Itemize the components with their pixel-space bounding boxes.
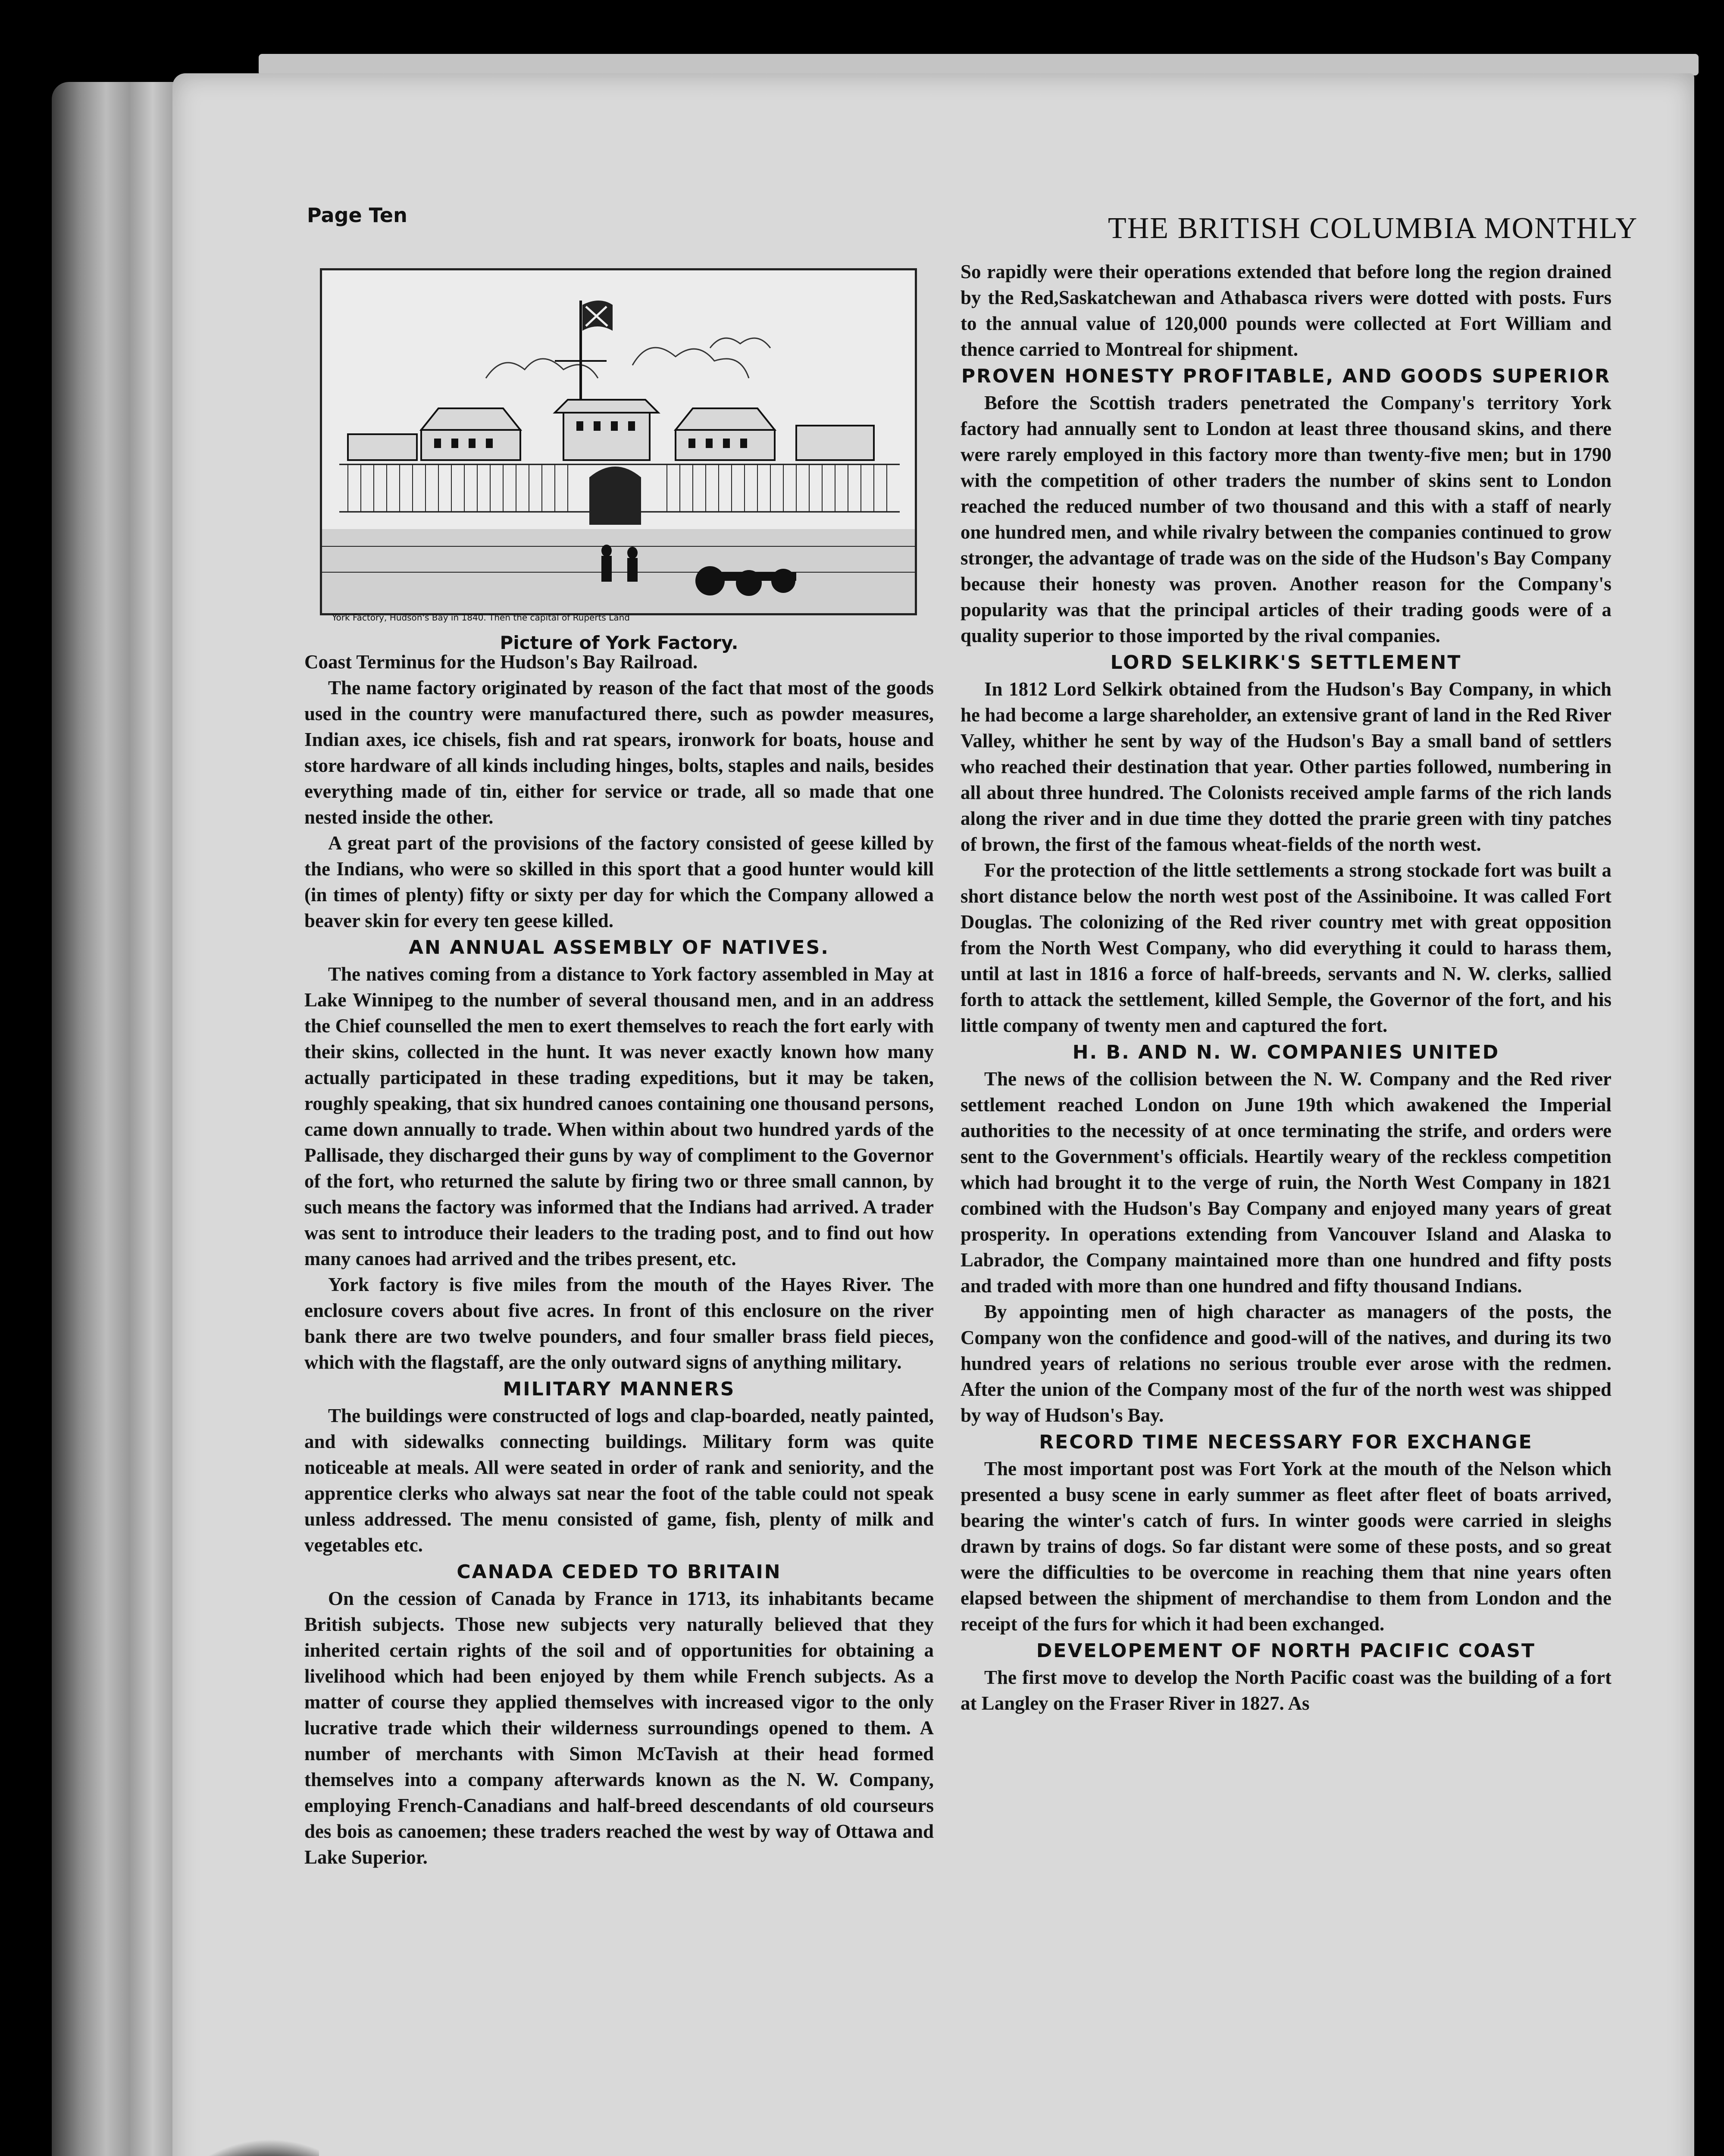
publication-title: THE BRITISH COLUMBIA MONTHLY bbox=[1108, 212, 1638, 245]
section-heading: DEVELOPEMENT OF NORTH PACIFIC COAST bbox=[1036, 1640, 1536, 1662]
section-heading: RECORD TIME NECESSARY FOR EXCHANGE bbox=[1039, 1431, 1533, 1453]
paragraph: A great part of the provisions of the factory consisted of geese killed by the Indians, who were so skilled in this sport that a good hunter would kill (in times of plenty) fifty or sixty per day for which the Company allowed a beaver skin for every ten geese killed. bbox=[304, 832, 934, 931]
section-heading: CANADA CEDED TO BRITAIN bbox=[457, 1561, 782, 1583]
top-page-edge bbox=[259, 54, 1699, 75]
paragraph: The news of the collision between the N. W. Company and the Red river settlement reached London on June 19th which awakened the Imperial authorities to the necessity of at once terminating the strife, and orders were sent to the Government's officials. Heartily weary of the reckless competition which had brought it to the verge of ruin, the North West Company in 1821 combined with the Hudson's Bay Company and enjoyed many years of great prosperity. In operations extending from Vancouver Island and Alaska to Labrador, the Company maintained more than one hundred and fifty posts and traded with more than one hundred and fifty thousand Indians. bbox=[961, 1068, 1611, 1297]
left-column bbox=[304, 649, 934, 1870]
section-heading: LORD SELKIRK'S SETTLEMENT bbox=[1110, 652, 1462, 674]
illustration-caption: York Factory, Hudson's Bay in 1840. Then the capital of Ruperts Land bbox=[332, 612, 630, 623]
right-column bbox=[961, 259, 1611, 1716]
paragraph: The first move to develop the North Pacific coast was the building of a fort at Langley on the Fraser River in 1827. As bbox=[961, 1667, 1611, 1714]
york-factory-illustration bbox=[322, 270, 915, 613]
paragraph: In 1812 Lord Selkirk obtained from the Hudson's Bay Company, in which he had become a large shareholder, an extensive grant of land in the Red River Valley, whither he sent by way of the Hudson's Bay a small band of settlers who reached their destination that year. Other parties followed, numbering in all about three hundred. The Colonists received ample farms of the rich lands along the river and in due time they dotted the prarie green with tiny patches of brown, the first of the famous wheat-fields of the north west. bbox=[961, 678, 1611, 855]
section-heading: H. B. AND N. W. COMPANIES UNITED bbox=[1072, 1041, 1500, 1063]
paragraph: The buildings were constructed of logs and clap-boarded, neatly painted, and with sidewalks connecting buildings. Military form was quite noticeable at meals. All were seated in order of rank and seniority, and the apprentice clerks who always sat near the foot of the table could not speak unless addressed. The menu consisted of game, fish, plenty of milk and vegetables etc. bbox=[304, 1405, 934, 1556]
paragraph: For the protection of the little settlements a strong stockade fort was built a short distance below the north west post of the Assiniboine. It was called Fort Douglas. The colonizing of the Red river country met with great opposition from the North West Company, who did everything it could to harass them, until at last in 1816 a force of half-breeds, servants and N. W. clerks, sallied forth to attack the settlement, killed Semple, the Governor of the fort, and his little company of twenty men and captured the fort. bbox=[961, 859, 1611, 1036]
page-number-label: Page Ten bbox=[307, 204, 407, 227]
thumb-shadow bbox=[155, 2134, 319, 2156]
paragraph: On the cession of Canada by France in 1713, its inhabitants became British subjects. Those new subjects very naturally believed that they inherited certain rights of the soil and of opportunities for obtaining a livelihood which had been enjoyed by them while French subjects. As a matter of course they applied themselves with increased vigor to the only lucrative trade which their wilderness surroundings opened to them. A number of merchants with Simon McTavish at their head formed themselves into a company afterwards known as the N. W. Company, employing French-Canadians and half-breed descendants of old courseurs des bois as canoemen; these traders reached the west by way of Ottawa and Lake Superior. bbox=[304, 1588, 934, 1868]
paragraph: York factory is five miles from the mouth of the Hayes River. The enclosure covers about five acres. In front of this enclosure on the river bank there are two twelve pounders, and four smaller brass field pieces, which with the flagstaff, are the only outward signs of anything military. bbox=[304, 1274, 934, 1373]
paragraph: So rapidly were their operations extended that before long the region drained by the Red,Saskatchewan and Athabasca rivers were dotted with posts. Furs to the annual value of 120,000 pounds were collected at Fort William and thence carried to Montreal for shipment. bbox=[961, 261, 1611, 360]
york-factory-engraving bbox=[320, 268, 917, 615]
paragraph: The most important post was Fort York at the mouth of the Nelson which presented a busy scene in early summer as fleet after fleet of boats arrived, bearing the winter's catch of furs. In winter goods were carried in sleighs drawn by trains of dogs. So far distant were some of these posts, and so great were the difficulties to be overcome in reaching them that nine years often elapsed between the shipment of merchandise to them from London and the receipt of the furs for which it had been exchanged. bbox=[961, 1458, 1611, 1635]
section-heading: AN ANNUAL ASSEMBLY OF NATIVES. bbox=[408, 937, 829, 959]
picture-title: Picture of York Factory. bbox=[500, 632, 738, 653]
paragraph: The natives coming from a distance to York factory assembled in May at Lake Winnipeg to the number of several thousand men, and in an address the Chief counselled the men to exert themselves to reach the fort early with their skins, collected in the hunt. It was never exactly known how many actually participated in these trading expeditions, but it may be taken, roughly speaking, that six hundred canoes containing one thousand persons, came down annually to trade. When within about two hundred yards of the Pallisade, they discharged their guns by way of compliment to the Governor of the fort, who returned the salute by firing two or three small cannon, by such means the factory was informed that the Indians had arrived. A trader was sent to introduce their leaders to the trading post, and to find out how many canoes had arrived and the tribes present, etc. bbox=[304, 963, 934, 1269]
paragraph: The name factory originated by reason of the fact that most of the goods used in the country were manufactured there, such as powder measures, Indian axes, ice chisels, fish and rat spears, ironwork for boats, house and store hardware of all kinds including hinges, bolts, staples and nails, besides everything made of tin, either for service or trade, all so made that one nested inside the other. bbox=[304, 677, 934, 828]
paragraph: By appointing men of high character as managers of the posts, the Company won the confidence and good-will of the natives, and during its two hundred years of relations no serious trouble ever arose with the redmen. After the union of the Company most of the fur of the north west was shipped by way of Hudson's Bay. bbox=[961, 1301, 1611, 1426]
section-heading: PROVEN HONESTY PROFITABLE, AND GOODS SUPERIOR bbox=[961, 365, 1611, 387]
paragraph: Before the Scottish traders penetrated the Company's territory York factory had annually sent to London at least three thousand skins, and there were rarely employed in this factory more than twenty-five men; but in 1790 with the competition of other traders the number of skins sent to London reached the reduced number of two thousand and this with a staff of nearly one hundred men, and while rivalry between the companies continued to grow stronger, the advantage of trade was on the side of the Hudson's Bay Company because their honesty was proven. Another reason for the Company's popularity was that the principal articles of their trading goods were of a quality superior to those imported by the rival companies. bbox=[961, 392, 1611, 646]
section-heading: MILITARY MANNERS bbox=[503, 1378, 735, 1400]
paragraph: Coast Terminus for the Hudson's Bay Railroad. bbox=[304, 651, 698, 673]
